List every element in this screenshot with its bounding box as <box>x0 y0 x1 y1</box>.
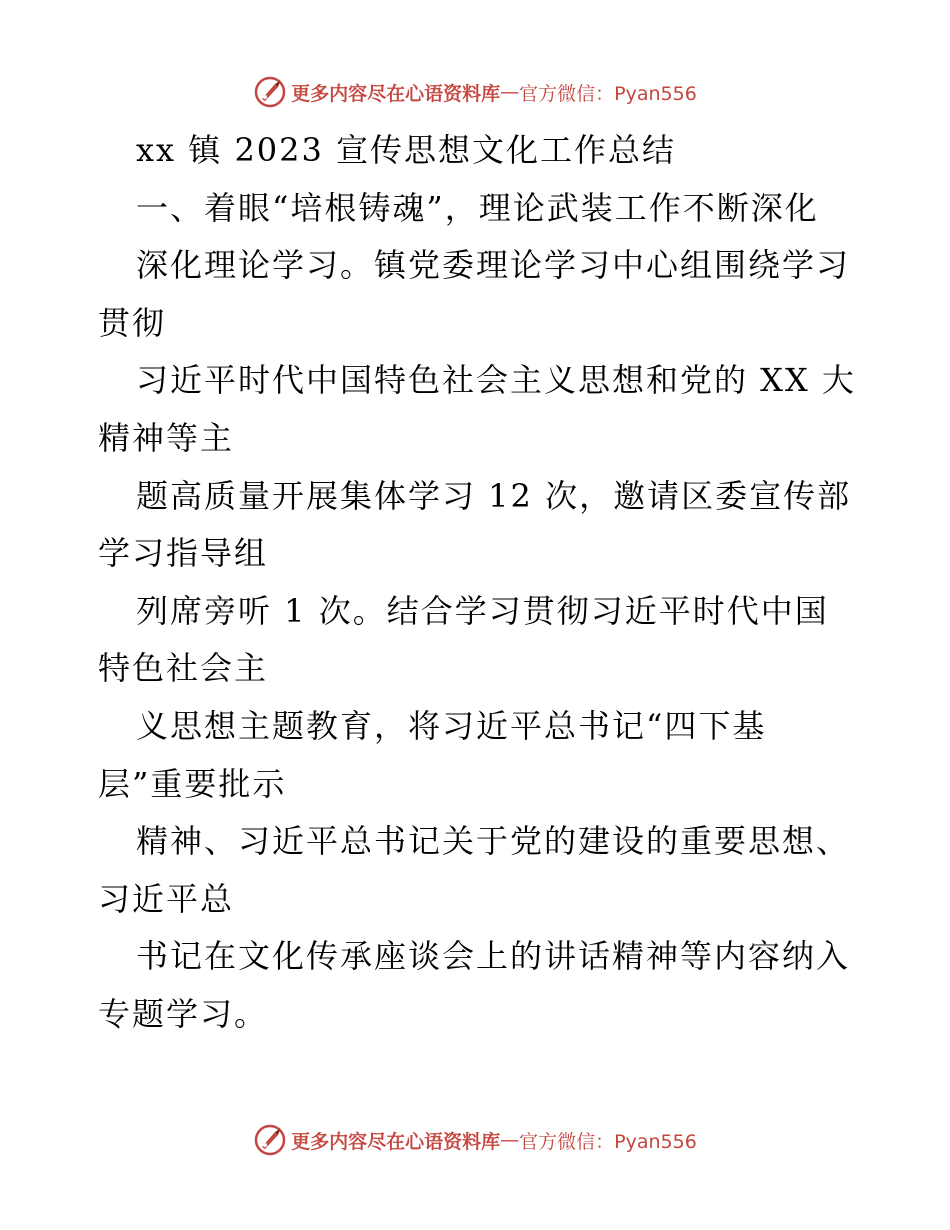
watermark-main-text: 更多内容尽在心语资料库 <box>291 82 501 105</box>
watermark-official-text: 官方微信：Pyan556 <box>519 82 697 105</box>
watermark-official-text: 官方微信：Pyan556 <box>519 1130 697 1153</box>
watermark-separator: — <box>500 81 520 103</box>
document-line: 精神等主 <box>98 418 235 457</box>
document-line: 学习指导组 <box>98 534 269 573</box>
document-title: xx 镇 2023 宣传思想文化工作总结 <box>136 131 677 169</box>
quill-seal-icon <box>253 1123 287 1157</box>
watermark-separator: — <box>500 1129 520 1151</box>
document-line: 习近平总 <box>98 879 235 918</box>
document-line: 深化理论学习。镇党委理论学习中心组围绕学习 <box>136 246 851 285</box>
document-line: 题高质量开展集体学习 12 次，邀请区委宣传部 <box>136 476 852 515</box>
document-line: 习近平时代中国特色社会主义思想和党的 XX 大 <box>136 361 856 400</box>
document-line: 一、着眼“培根铸魂”，理论武装工作不断深化 <box>136 188 819 227</box>
document-line: 层”重要批示 <box>98 764 287 803</box>
document-line: 义思想主题教育，将习近平总书记“四下基 <box>136 706 767 745</box>
header-watermark <box>0 72 950 112</box>
document-line: 列席旁听 1 次。结合学习贯彻习近平时代中国 <box>136 591 829 630</box>
document-line: 特色社会主 <box>98 649 269 688</box>
document-line: 精神、习近平总书记关于党的建设的重要思想、 <box>136 822 851 861</box>
document-body <box>98 122 858 1044</box>
document-line: 贯彻 <box>98 303 167 342</box>
footer-watermark <box>0 1120 950 1160</box>
document-line: 专题学习。 <box>98 994 269 1033</box>
document-line: 书记在文化传承座谈会上的讲话精神等内容纳入 <box>136 937 851 976</box>
watermark-main-text: 更多内容尽在心语资料库 <box>291 1130 501 1153</box>
quill-seal-icon <box>253 75 287 109</box>
